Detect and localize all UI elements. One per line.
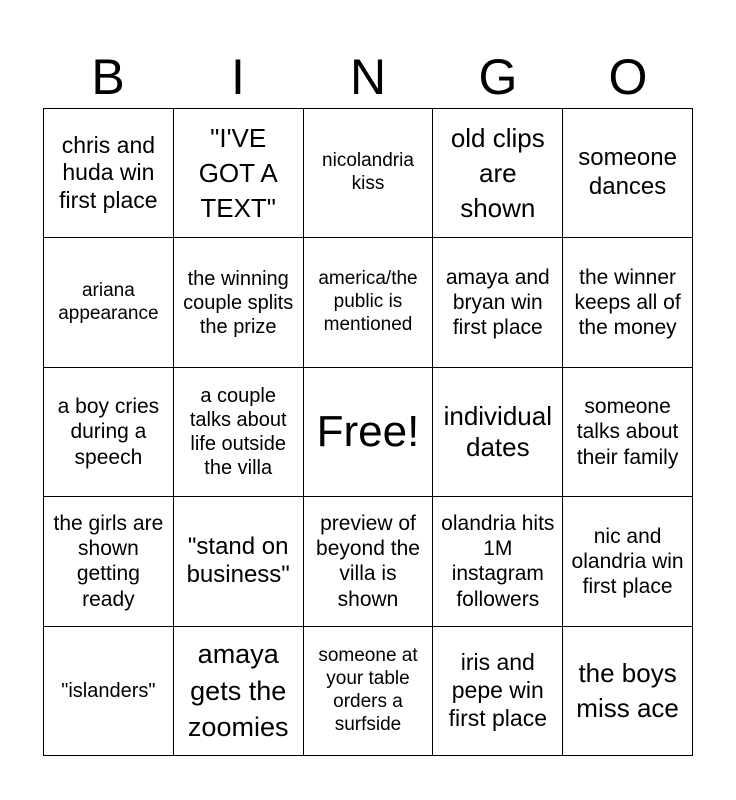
header-letter-b: B	[91, 49, 125, 105]
bingo-cell-r2c1[interactable]: ariana appearance	[44, 238, 174, 367]
bingo-cell-r1c1[interactable]: chris and huda win first place	[44, 109, 174, 238]
header-letter-i: I	[231, 49, 245, 105]
bingo-cell-r3c1[interactable]: a boy cries during a speech	[44, 368, 174, 497]
bingo-header	[43, 44, 693, 108]
bingo-cell-r2c4[interactable]: amaya and bryan win first place	[433, 238, 563, 367]
bingo-cell-r4c1[interactable]: the girls are shown getting ready	[44, 497, 174, 626]
bingo-cell-r1c5[interactable]: someone dances	[563, 109, 693, 238]
bingo-cell-r3c4[interactable]: individual dates	[433, 368, 563, 497]
bingo-cell-r1c2[interactable]: "I'VE GOT A TEXT"	[174, 109, 304, 238]
bingo-cell-r4c3[interactable]: preview of beyond the villa is shown	[304, 497, 434, 626]
bingo-cell-r4c2[interactable]: "stand on business"	[174, 497, 304, 626]
bingo-cell-r2c5[interactable]: the winner keeps all of the money	[563, 238, 693, 367]
bingo-cell-r2c2[interactable]: the winning couple splits the prize	[174, 238, 304, 367]
bingo-cell-r3c2[interactable]: a couple talks about life outside the villa	[174, 368, 304, 497]
bingo-cell-r4c5[interactable]: nic and olandria win first place	[563, 497, 693, 626]
bingo-cell-r4c4[interactable]: olandria hits 1M instagram followers	[433, 497, 563, 626]
bingo-cell-r5c1[interactable]: "islanders"	[44, 627, 174, 756]
header-letter-o: O	[608, 49, 648, 105]
bingo-cell-r5c4[interactable]: iris and pepe win first place	[433, 627, 563, 756]
bingo-cell-r1c3[interactable]: nicolandria kiss	[304, 109, 434, 238]
bingo-cell-r3c5[interactable]: someone talks about their family	[563, 368, 693, 497]
bingo-cell-free[interactable]: Free!	[304, 368, 434, 497]
bingo-grid	[43, 108, 693, 756]
header-letter-g: G	[478, 49, 518, 105]
bingo-cell-r5c5[interactable]: the boys miss ace	[563, 627, 693, 756]
header-letter-n: N	[349, 49, 387, 105]
bingo-cell-r5c2[interactable]: amaya gets the zoomies	[174, 627, 304, 756]
bingo-cell-r5c3[interactable]: someone at your table orders a surfside	[304, 627, 434, 756]
bingo-cell-r2c3[interactable]: america/the public is mentioned	[304, 238, 434, 367]
bingo-cell-r1c4[interactable]: old clips are shown	[433, 109, 563, 238]
